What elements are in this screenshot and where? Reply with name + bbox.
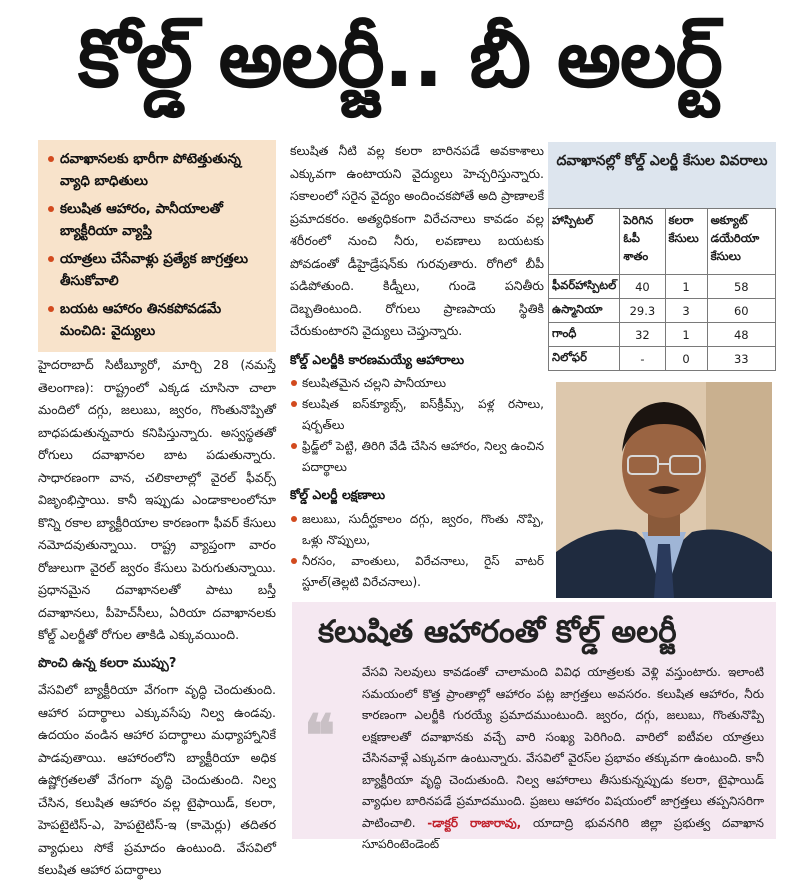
highlight-item: కలుషిత ఆహారం, పానీయాలతో బ్యాక్టీరియా వ్యాప్తి	[48, 198, 266, 242]
highlight-item: యాత్రలు చేసేవాళ్లు ప్రత్యేక జాగ్రత్తలు తీసుకోవాలి	[48, 248, 266, 292]
table-cell: 48	[707, 323, 775, 347]
headline: కోల్డ్ అలర్జీ.. బీ అలర్ట్	[77, 11, 722, 105]
quote-body	[362, 662, 764, 856]
table-cell: 1	[665, 275, 707, 299]
symptoms-subhead: కోల్డ్ ఎలర్జీ లక్షణాలు	[290, 487, 386, 502]
table-cell: 29.3	[620, 299, 665, 323]
table-header-row	[549, 209, 776, 275]
quote-title: కలుషిత ఆహారంతో కోల్డ్ అలర్జీ	[318, 614, 677, 650]
quote-signature: -డాక్టర్ రాజారావు,	[427, 815, 522, 830]
symptoms-list	[290, 509, 544, 593]
column-header: అక్యూట్ డయేరియా కేసులు	[707, 209, 775, 275]
table-cell: ఉస్మానియా	[549, 299, 620, 323]
highlight-item: దవాఖానలకు భారీగా పోటెత్తుతున్న వ్యాధి బాధితులు	[48, 148, 266, 192]
table-cell: 1	[665, 323, 707, 347]
highlight-item: బయట ఆహారం తినకపోవడమే మంచిది: వైద్యులు	[48, 298, 266, 342]
article-para: వేసవిలో బ్యాక్టీరియా వేగంగా వృద్ధి చెందుతుంది. ఆహార పదార్థాలు ఎక్కువసేపు నిల్వ ఉండవు. ఉదయం వండిన ఆహార పదార్థాలు మధ్యాహ్నానికే పాడవుతాయి. ఆహారంలోని బ్యాక్టీరియా అధిక ఉష్ణోగ్రతలతో వేగంగా వృద్ధి చెందుతుంది. నిల్వ చేసిన, కలుషిత ఆహారం వల్ల టైఫాయిడ్, కలరా, హెపటైటిస్-ఎ, హెపటైటిస్-ఇ (కామెర్లు) తదితర వ్యాధులు సోకే ప్రమాదం ఉంటుంది. వేసవిలో కలుషిత ఆహార పదార్థాలు	[38, 682, 276, 877]
article-left-column	[38, 354, 276, 888]
table-cell: 32	[620, 323, 665, 347]
table-cell: నిలోఫర్	[549, 347, 620, 371]
quote-text: వేసవి సెలవులు కావడంతో చాలామంది వివిధ యాత్రలకు వెళ్లి వస్తుంటారు. ఇలాంటి సమయంలో కొత్త ప్రాంతాల్లో ఆహారం పట్ల జాగ్రత్తలు అవసరం. కలుషిత ఆహారం, నీరు కారణంగా ఎలర్జీకి గురయ్యే ప్రమాదముంటుంది. జ్వరం, దగ్గు, జలుబు, గొంతునొప్పి లక్షణాలతో దవాఖానకు వచ్చే వారి సంఖ్య పెరిగింది. వారిలో ఐటీ‌వల యాత్రలు చేసినవాళ్లే ఎక్కువగా ఉంటున్నారు. వేసవిలో వైరస్‌ల ప్రభావం తక్కువగా ఉంటుంది. కానీ బ్యాక్టీరియా వృద్ధి చెందుతుంది. నిల్వ ఆహారాలు తీసుకున్నప్పుడు కలరా, టైఫాయిడ్ వ్యాధుల బారినపడే ప్రమాదముంది. ప్రజలు ఆహారం విషయంలో జాగ్రత్తలు తప్పనిసరిగా పాటించాలి.	[362, 665, 764, 830]
doctor-quote-box	[292, 602, 776, 851]
table-row	[549, 299, 776, 323]
column-header: పెరిగిన ఓపీ శాతం	[620, 209, 665, 275]
causes-subhead: కోల్డ్ ఎలర్జీకి కారణమయ్యే ఆహారాలు	[290, 351, 465, 367]
table-cell: గాంధీ	[549, 323, 620, 347]
table-cell: 3	[665, 299, 707, 323]
doctor-portrait-illustration	[556, 382, 772, 598]
column-header: హాస్పిటల్	[549, 209, 620, 275]
article-para: కలుషిత నీటి వల్ల కలరా బారినపడే అవకాశాలు ఎక్కువగా ఉంటాయని వైద్యులు హెచ్చరిస్తున్నారు. సకాలంలో సరైన వైద్యం అందించకపోతే అది ప్రాణాలకే ప్రమాదకరం. అత్యధికంగా విరేచనాలు కావడం వల్ల శరీరంలో నుంచి నీరు, లవణాలు బయటకు పోవడంతో డీహైడ్రేషన్‌కు గురవుతారు. రోగిలో బీపీ పడిపోతుంది. కిడ్నీలు, గుండె పనితీరు దెబ్బతింటుంది. రోగులు ప్రాణపాయ స్థితికి చేరుకుంటారని వైద్యులు చెప్తున్నారు.	[290, 143, 544, 338]
table-cell: 0	[665, 347, 707, 371]
list-item: నీరసం, వాంతులు, విరేచనాలు, రైస్ వాటర్ స్టూల్(తెల్లటి విరేచనాలు).	[290, 551, 544, 593]
cholera-subhead: పొంచి ఉన్న కలరా ముప్పు?	[38, 655, 177, 671]
quote-designation: యాదాద్రి భువనగిరి జిల్లా ప్రభుత్వ దవాఖాన సూపరింటెండెంట్	[362, 815, 764, 851]
list-item: కలుషిత ఐస్‌క్యూబ్స్, ఐస్‌క్రీమ్స్, పళ్ల రసాలు, షర్బత్‌లు	[290, 394, 544, 436]
quote-mark-icon: ❝	[304, 702, 336, 770]
list-item: కలుషితమైన చల్లని పానీయాలు	[290, 373, 544, 394]
table-cell: 33	[707, 347, 775, 371]
causes-list	[290, 373, 544, 478]
doctor-photo	[556, 382, 772, 598]
table-cell: 40	[620, 275, 665, 299]
table-row	[549, 323, 776, 347]
article-intro: హైదరాబాద్ సిటీబ్యూరో, మార్చి 28 (నమస్తే తెలంగాణ): రాష్ట్రంలో ఎక్కడ చూసినా చాలా మందిలో దగ్గు, జలుబు, జ్వరం, గొంతునొప్పితో బాధపడుతున్నవారు కనిపిస్తున్నారు. అస్వస్థతతో రోగులు దవాఖానల బాట పడుతున్నారు. సాధారణంగా వాన, చలికాలాల్లో వైరల్ ఫీవర్స్ విజృంభిస్తాయి. కానీ ఇప్పుడు ఎండాకాలంలోనూ కొన్ని రకాల బ్యాక్టీరియాల కారణంగా ఫీవర్ కేసులు నమోదవుతున్నాయి. రాష్ట్ర వ్యాప్తంగా వారం రోజులుగా వైరల్ జ్వరం కేసులు పెరుగుతున్నాయి. ప్రధానమైన దవాఖానలతో పాటు బస్తీ దవాఖానలు, పీహెచ్‌సీలు, ఏరియా దవాఖానలకు కోల్డ్ ఎలర్జీతో రోగుల తాకిడి ఎక్కువయింది.	[38, 357, 276, 642]
table-cell: 58	[707, 275, 775, 299]
table-row	[549, 275, 776, 299]
table-cell: -	[620, 347, 665, 371]
cases-table-box	[548, 142, 776, 378]
article-mid-column	[290, 140, 544, 597]
table-title: దవాఖానల్లో కోల్డ్ ఎలర్జీ కేసుల వివరాలు	[548, 142, 776, 208]
table-cell: 60	[707, 299, 775, 323]
list-item: ఫ్రిడ్జ్‌లో పెట్టి, తిరిగి వేడి చేసిన ఆహారం, నిల్వ ఉంచిన పదార్థాలు	[290, 436, 544, 478]
table-cell: ఫీవర్‌హాస్పిటల్	[549, 275, 620, 299]
list-item: జలుబు, సుదీర్ఘకాలం దగ్గు, జ్వరం, గొంతు నొప్పి, ఒళ్లు నొప్పులు,	[290, 509, 544, 551]
highlights-box	[38, 140, 276, 352]
table-row	[549, 347, 776, 371]
column-header: కలరా కేసులు	[665, 209, 707, 275]
cases-table	[548, 208, 776, 371]
